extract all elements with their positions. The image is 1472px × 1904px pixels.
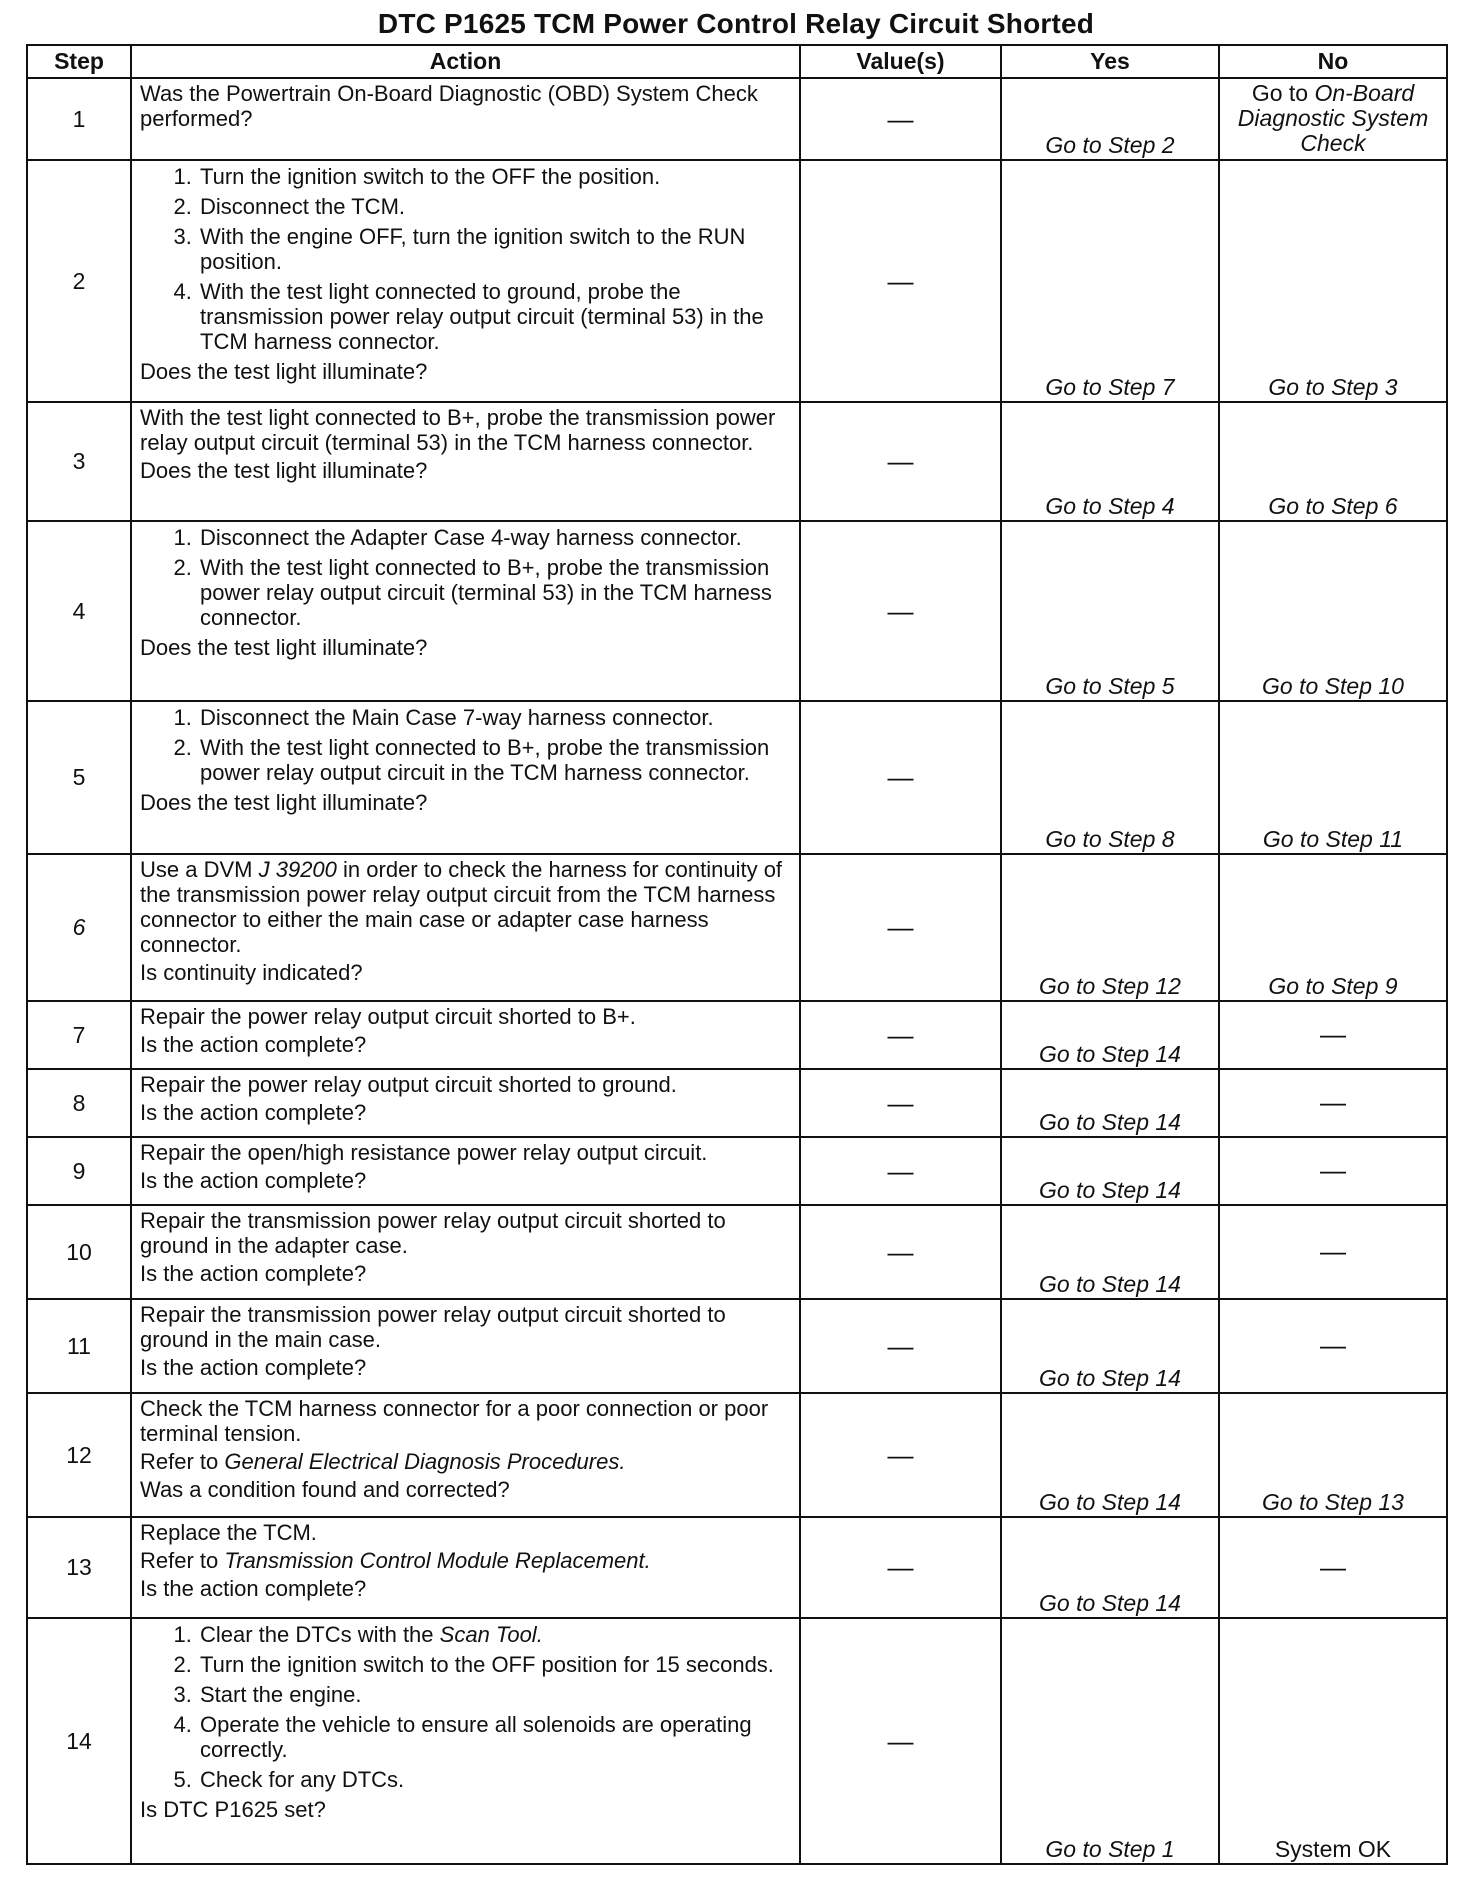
no-link-text: On-Board Diagnostic System Check [1237,80,1429,156]
value-cell: — [800,1069,1001,1137]
yes-cell: Go to Step 4 [1001,402,1219,521]
step-row-10 [27,1205,1447,1299]
action-cell [131,1618,800,1864]
value-cell: — [800,1618,1001,1864]
no-cell: — [1219,1517,1447,1618]
refer-prefix: Refer to [140,1548,219,1573]
value-cell: — [800,1137,1001,1205]
action-steps-list [140,1622,791,1792]
action-cell [131,1001,800,1069]
refer-line [140,1449,791,1474]
value-cell: — [800,78,1001,160]
no-cell: System OK [1219,1618,1447,1864]
no-cell: Go to Step 6 [1219,402,1447,521]
action-question: Was a condition found and corrected? [140,1477,510,1502]
action-question: Is DTC P1625 set? [140,1797,326,1822]
yes-cell: Go to Step 7 [1001,160,1219,402]
action-text: With the test light connected to B+, probe the transmission power relay output circuit (terminal 53) in the TCM harness connector. [140,405,776,455]
yes-cell: Go to Step 14 [1001,1001,1219,1069]
tool-reference: Scan Tool. [439,1622,543,1647]
value-cell: — [800,1205,1001,1299]
value-cell: — [800,1393,1001,1517]
action-cell [131,701,800,854]
action-step-item: 2. Turn the ignition switch to the OFF position for 15 seconds. [198,1652,791,1677]
action-text: Was the Powertrain On-Board Diagnostic (OBD) System Check performed? [140,81,758,131]
step-row-3 [27,402,1447,521]
action-question: Is the action complete? [140,1100,367,1125]
step-row-7 [27,1001,1447,1069]
value-cell: — [800,1517,1001,1618]
step-row-13 [27,1517,1447,1618]
step-number: 12 [27,1393,131,1517]
page-title: DTC P1625 TCM Power Control Relay Circuit Shorted [377,8,1095,39]
yes-cell: Go to Step 14 [1001,1299,1219,1393]
action-cell [131,402,800,521]
yes-cell: Go to Step 14 [1001,1137,1219,1205]
value-cell: — [800,521,1001,701]
action-step-text: Clear the DTCs with the [200,1622,434,1647]
value-cell: — [800,854,1001,1001]
yes-cell: Go to Step 12 [1001,854,1219,1001]
refer-line [140,1548,791,1573]
no-cell: — [1219,1001,1447,1069]
no-cell: Go to Step 9 [1219,854,1447,1001]
yes-cell: Go to Step 14 [1001,1069,1219,1137]
step-number: 2 [27,160,131,402]
action-question: Is the action complete? [140,1261,367,1286]
tool-reference: J 39200 [258,857,337,882]
action-step-item: 2. With the test light connected to B+, probe the transmission power relay output circuit in the TCM harness connector. [198,735,791,785]
action-text: Repair the transmission power relay output circuit shorted to ground in the adapter case. [140,1208,726,1258]
header-action: Action [131,45,800,78]
action-step-item: 2. With the test light connected to B+, probe the transmission power relay output circuit (terminal 53) in the TCM harness connector. [198,555,791,630]
no-cell: — [1219,1069,1447,1137]
step-row-5 [27,701,1447,854]
refer-prefix: Refer to [140,1449,219,1474]
action-step-item: 1. Disconnect the Main Case 7-way harness connector. [198,705,791,730]
yes-cell: Go to Step 14 [1001,1517,1219,1618]
no-cell [1219,78,1447,160]
header-step: Step [27,45,131,78]
step-row-8 [27,1069,1447,1137]
action-question: Does the test light illuminate? [140,635,428,660]
step-number: 5 [27,701,131,854]
action-cell [131,1393,800,1517]
action-cell [131,1205,800,1299]
action-question: Does the test light illuminate? [140,458,428,483]
refer-link-text: General Electrical Diagnosis Procedures. [224,1449,626,1474]
action-cell [131,1069,800,1137]
action-text [140,857,791,957]
value-cell: — [800,402,1001,521]
action-cell [131,854,800,1001]
action-step-item [198,1622,791,1647]
refer-link-text: Transmission Control Module Replacement. [224,1548,651,1573]
step-number: 1 [27,78,131,160]
no-cell: Go to Step 3 [1219,160,1447,402]
action-text: Repair the power relay output circuit shorted to ground. [140,1072,677,1097]
action-cell [131,1517,800,1618]
action-step-item: 4. With the test light connected to ground, probe the transmission power relay output circuit (terminal 53) in the TCM harness connector. [198,279,791,354]
header-values: Value(s) [800,45,1001,78]
action-cell [131,1137,800,1205]
header-no: No [1219,45,1447,78]
action-steps-list [140,705,791,785]
yes-cell: Go to Step 14 [1001,1393,1219,1517]
step-number: 13 [27,1517,131,1618]
value-cell: — [800,160,1001,402]
step-row-12 [27,1393,1447,1517]
action-question: Is continuity indicated? [140,960,363,985]
no-cell: — [1219,1299,1447,1393]
action-step-item: 5. Check for any DTCs. [198,1767,791,1792]
yes-cell: Go to Step 1 [1001,1618,1219,1864]
no-cell: — [1219,1137,1447,1205]
action-text: Repair the open/high resistance power relay output circuit. [140,1140,708,1165]
step-row-9 [27,1137,1447,1205]
no-cell: Go to Step 10 [1219,521,1447,701]
step-number: 8 [27,1069,131,1137]
action-cell [131,78,800,160]
action-text: Replace the TCM. [140,1520,317,1545]
step-number: 3 [27,402,131,521]
yes-cell: Go to Step 14 [1001,1205,1219,1299]
diagnostic-table [26,44,1448,1865]
action-question: Is the action complete? [140,1576,367,1601]
value-cell: — [800,1001,1001,1069]
action-steps-list [140,525,791,630]
step-number: 11 [27,1299,131,1393]
no-cell: Go to Step 11 [1219,701,1447,854]
action-question: Is the action complete? [140,1355,367,1380]
action-text: Check the TCM harness connector for a poor connection or poor terminal tension. [140,1396,769,1446]
step-number: 7 [27,1001,131,1069]
action-cell [131,1299,800,1393]
action-step-item: 4. Operate the vehicle to ensure all solenoids are operating correctly. [198,1712,791,1762]
header-row [27,45,1447,78]
step-row-1 [27,78,1447,160]
action-text: Repair the transmission power relay output circuit shorted to ground in the main case. [140,1302,726,1352]
yes-cell: Go to Step 8 [1001,701,1219,854]
step-row-6 [27,854,1447,1001]
step-number: 4 [27,521,131,701]
action-step-item: 1. Turn the ignition switch to the OFF the position. [198,164,791,189]
action-text-end: in order to check the harness for continuity of the transmission power relay output circuit from the TCM harness connector to either the main case or adapter case harness connector. [140,857,783,957]
step-row-2 [27,160,1447,402]
action-steps-list [140,164,791,354]
action-step-item: 3. Start the engine. [198,1682,791,1707]
header-yes: Yes [1001,45,1219,78]
yes-cell: Go to Step 2 [1001,78,1219,160]
action-cell [131,160,800,402]
action-question: Does the test light illuminate? [140,790,428,815]
action-question: Is the action complete? [140,1168,367,1193]
action-step-item: 2. Disconnect the TCM. [198,194,791,219]
step-row-14 [27,1618,1447,1864]
no-cell: — [1219,1205,1447,1299]
action-question: Is the action complete? [140,1032,367,1057]
no-cell: Go to Step 13 [1219,1393,1447,1517]
step-number: 6 [27,854,131,1001]
action-question: Does the test light illuminate? [140,359,428,384]
no-prefix: Go to [1251,80,1309,106]
value-cell: — [800,1299,1001,1393]
step-row-11 [27,1299,1447,1393]
step-number: 9 [27,1137,131,1205]
action-text: Repair the power relay output circuit shorted to B+. [140,1004,636,1029]
step-number: 14 [27,1618,131,1864]
action-text-start: Use a DVM [140,857,253,882]
action-step-item: 1. Disconnect the Adapter Case 4-way harness connector. [198,525,791,550]
step-number: 10 [27,1205,131,1299]
action-step-item: 3. With the engine OFF, turn the ignition switch to the RUN position. [198,224,791,274]
yes-cell: Go to Step 5 [1001,521,1219,701]
action-cell [131,521,800,701]
value-cell: — [800,701,1001,854]
step-row-4 [27,521,1447,701]
